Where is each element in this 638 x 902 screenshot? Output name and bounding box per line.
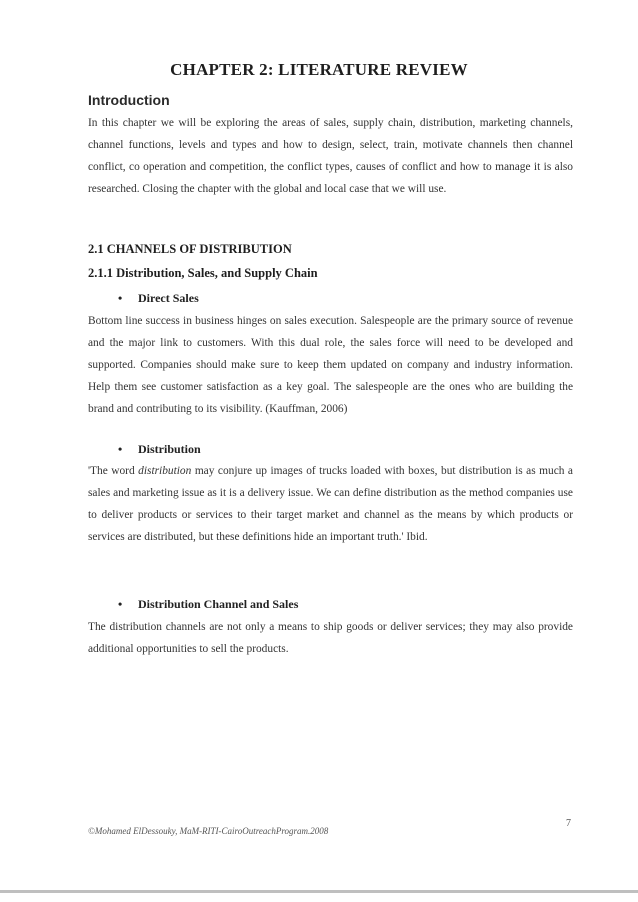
bullet-distribution [118,442,201,457]
bullet-dot: • [118,291,123,305]
distribution-paragraph [88,460,573,548]
bullet-dot: • [118,442,123,456]
introduction-heading: Introduction [88,92,170,108]
bullet-dot: • [118,597,123,611]
section-2-1-1-heading: 2.1.1 Distribution, Sales, and Supply Chain [88,266,318,280]
page-number: 7 [566,818,571,829]
distribution-italic-term: distribution [138,465,192,477]
distribution-text-after: may conjure up images of trucks loaded with boxes, but distribution is as much a sales and marketing issue as it is a delivery issue. We can define distribution as the method companies use to deliver products or services to their target market and channel as the means by which products or services are distributed, but these definitions hide an important truth.' Ibid. [88,465,573,543]
introduction-paragraph: In this chapter we will be exploring the areas of sales, supply chain, distribution, marketing channels, channel functions, levels and types and how to design, select, train, motivate channels then channel conflict, co operation and competition, the conflict types, causes of conflict and how to manage it is also researched. Closing the chapter with the global and local case that we will use. [88,117,573,195]
distribution-channel-sales-paragraph: The distribution channels are not only a means to ship goods or deliver services; they may also provide additional opportunities to sell the products. [88,621,573,655]
direct-sales-paragraph: Bottom line success in business hinges on sales execution. Salespeople are the primary source of revenue and the major link to customers. With this dual role, the sales force will need to be developed and supported. Companies should make sure to keep them updated on company and industry information. Help them see customer satisfaction as a key goal. The salespeople are the ones who are building the brand and contributing to its visibility. (Kauffman, 2006) [88,315,573,415]
bullet-title: Distribution Channel and Sales [138,597,299,611]
bullet-title: Distribution [138,442,201,456]
chapter-title: CHAPTER 2: LITERATURE REVIEW [170,60,468,79]
bullet-distribution-channel-sales [118,597,298,612]
section-2-1-heading: 2.1 CHANNELS OF DISTRIBUTION [88,242,292,256]
bullet-title: Direct Sales [138,291,199,305]
distribution-text-before: 'The word [88,465,139,477]
bottom-divider [0,890,638,893]
bullet-direct-sales [118,291,199,306]
footer-copyright: ©Mohamed ElDessouky, MaM-RITI-CairoOutreachProgram.2008 [88,826,329,836]
